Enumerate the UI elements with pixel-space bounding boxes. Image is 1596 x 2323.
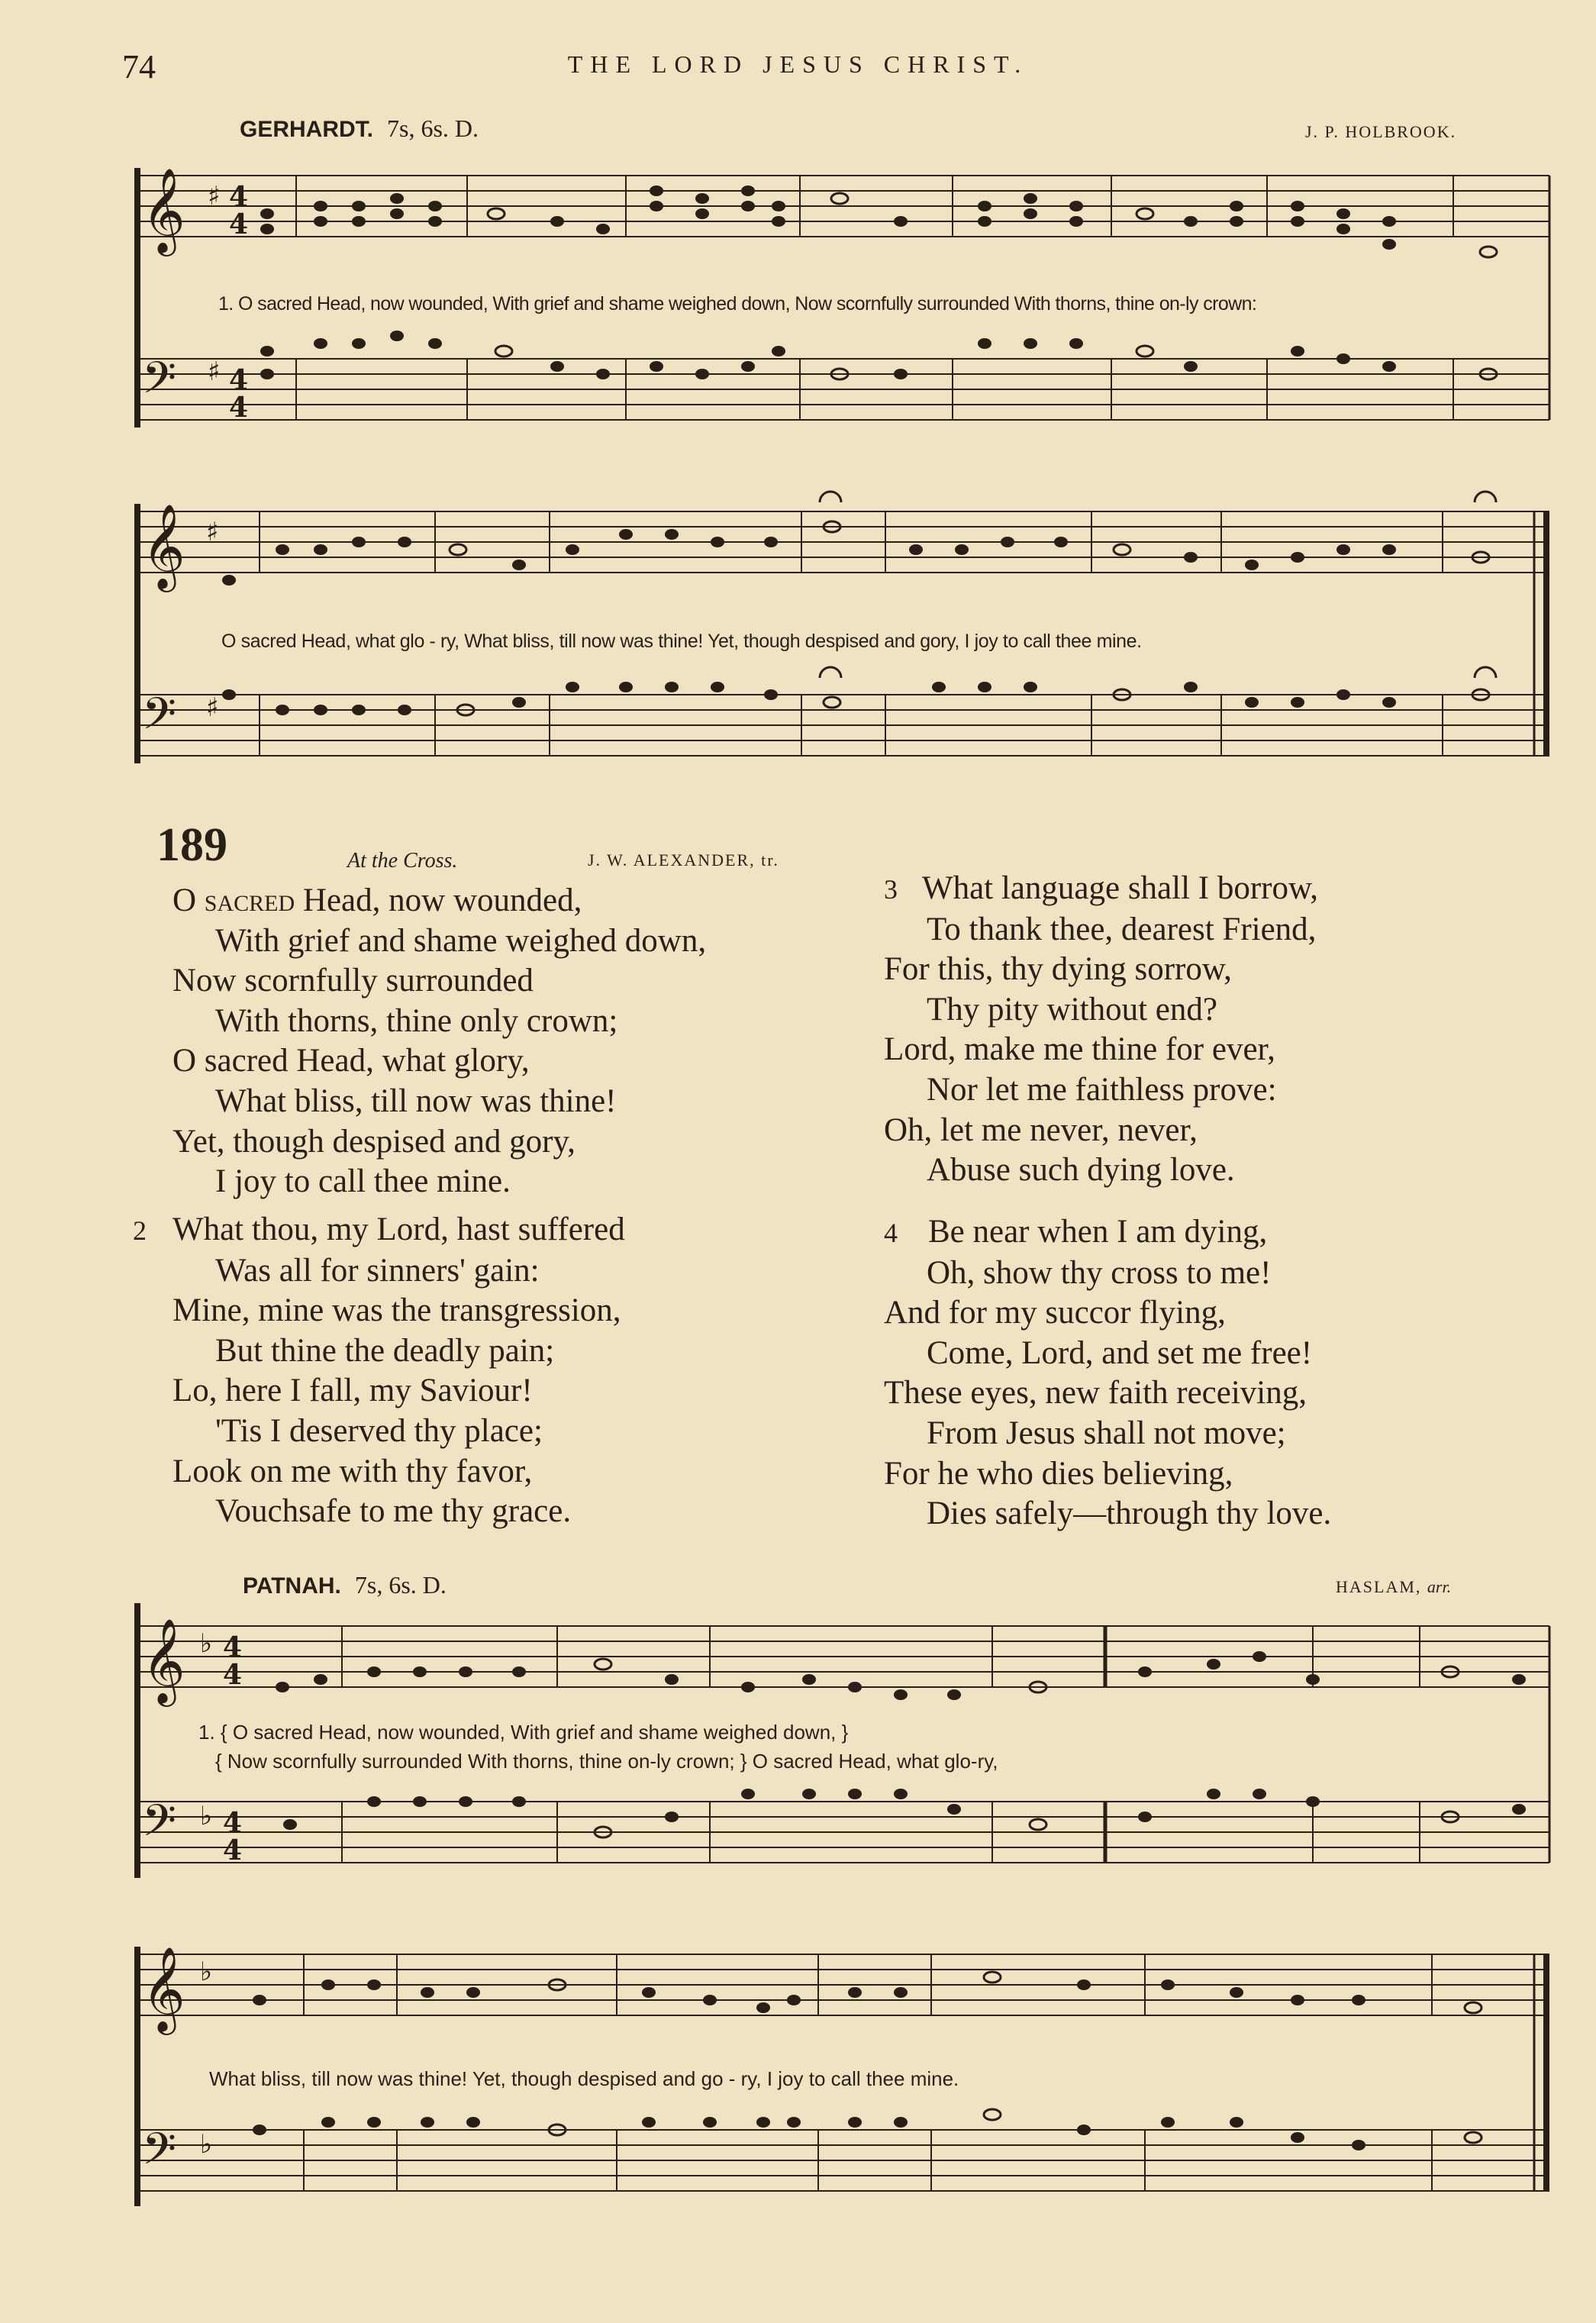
svg-text:𝄞: 𝄞 [142, 1946, 185, 2031]
tune2-composer [1336, 1577, 1451, 1597]
svg-text:𝄢: 𝄢 [142, 1795, 177, 1857]
stanza-line: Was all for sinners' gain: [215, 1252, 540, 1289]
stanza-line: Mine, mine was the transgression, [172, 1292, 621, 1329]
svg-text:𝄢: 𝄢 [142, 2123, 177, 2186]
stanza-line-text: What language shall I borrow, [922, 870, 1319, 906]
tune2-meter: 7s, 6s. D. [354, 1571, 447, 1599]
stanza-line [172, 881, 706, 921]
stanza-line: Yet, though despised and gory, [172, 1123, 576, 1160]
stanza-line: Look on me with thy favor, [172, 1453, 533, 1489]
stanza-line: 'Tis I deserved thy place; [215, 1412, 543, 1449]
svg-text:♭: ♭ [200, 1957, 213, 1987]
tune1-lyric-line1: 1. O sacred Head, now wounded, With grief and shame weighed down, Now scornfully surrounded With thorns, thine on-ly crown: [218, 293, 1257, 315]
svg-text:𝄢: 𝄢 [142, 352, 177, 415]
tune2-lyric-line1b: { Now scornfully surrounded With thorns, thine on-ly crown; } O sacred Head, what glo-ry, [215, 1750, 998, 1773]
stanza-line: These eyes, new faith receiving, [884, 1375, 1307, 1412]
stanza-1 [172, 881, 706, 1202]
stanza-line: I joy to call thee mine. [215, 1163, 511, 1200]
tune2-lyric-line2: What bliss, till now was thine! Yet, though despised and go - ry, I joy to call thee mine. [209, 2067, 959, 2090]
stanza-line: Nor let me faithless prove: [927, 1071, 1277, 1108]
stanza-2 [133, 1210, 625, 1532]
svg-text:4: 4 [229, 208, 249, 240]
stanza-line: Dies safely—through thy love. [927, 1495, 1332, 1532]
stanza-line-text: Head, now wounded, [295, 882, 582, 918]
stanza-4 [884, 1212, 1331, 1534]
stanza-number: 3 [884, 874, 898, 905]
stanza-line: Vouchsafe to me thy grace. [215, 1493, 572, 1530]
stanza-line: Oh, show thy cross to me! [927, 1254, 1272, 1291]
stanza-line: For he who dies believing, [884, 1455, 1233, 1492]
svg-text:4: 4 [229, 392, 249, 424]
tune2-name: PATNAH. [243, 1573, 341, 1599]
svg-text:4: 4 [229, 181, 249, 213]
stanza-line: What bliss, till now was thine! [215, 1082, 617, 1119]
svg-text:♭: ♭ [200, 2129, 213, 2160]
svg-text:4: 4 [223, 1834, 243, 1866]
clefs [142, 1946, 212, 2186]
stanza-line: With grief and shame weighed down, [215, 922, 707, 959]
stanza-line: Lord, make me thine for ever, [884, 1031, 1275, 1068]
stanza-line: Abuse such dying love. [927, 1152, 1235, 1189]
stanza-number: 4 [884, 1218, 898, 1248]
hymn-number: 189 [156, 819, 227, 871]
stanza-line: Oh, let me never, never, [884, 1111, 1198, 1148]
page-number: 74 [122, 48, 156, 85]
hymn-author: J. W. ALEXANDER, tr. [588, 850, 779, 870]
stanza-line-text: Be near when I am dying, [928, 1214, 1268, 1250]
svg-text:♯: ♯ [206, 517, 219, 547]
tune2-composer-suffix: arr. [1427, 1577, 1452, 1596]
stanza-3 [884, 869, 1318, 1191]
bass-staff [137, 2130, 1549, 2191]
stanza-line: Now scornfully surrounded [172, 963, 534, 999]
svg-text:4: 4 [223, 1807, 243, 1839]
svg-text:𝄞: 𝄞 [142, 503, 185, 589]
svg-text:𝄢: 𝄢 [142, 688, 177, 750]
svg-text:𝄞: 𝄞 [142, 1618, 185, 1703]
stanza-line: Lo, here I fall, my Saviour! [172, 1373, 533, 1409]
hymn-title: At the Cross. [347, 849, 458, 873]
treble-staff [137, 511, 1549, 573]
stanza-line: Come, Lord, and set me free! [927, 1334, 1313, 1371]
stanza-line: And for my succor flying, [884, 1295, 1226, 1331]
notes [260, 186, 1497, 379]
svg-text:♭: ♭ [200, 1628, 213, 1659]
stanza-line: From Jesus shall not move; [927, 1415, 1286, 1451]
tune2-lyric-line1a: 1. { O sacred Head, now wounded, With grief and shame weighed down, } [198, 1721, 849, 1744]
stanza-line: With thorns, thine only crown; [215, 1002, 618, 1039]
tune1-composer: J. P. HOLBROOK. [1305, 122, 1457, 141]
svg-text:♯: ♯ [208, 181, 221, 211]
tune1-lyric-line2: O sacred Head, what glo - ry, What bliss, till now was thine! Yet, though despised and gory, I joy to call thee mine. [221, 631, 1142, 652]
svg-text:4: 4 [223, 1631, 243, 1663]
notes [253, 1972, 1482, 2150]
svg-text:♯: ♯ [206, 692, 219, 723]
stanza-line: For this, thy dying sorrow, [884, 951, 1232, 988]
svg-text:𝄞: 𝄞 [142, 167, 185, 253]
stanza-line: O sacred Head, what glory, [172, 1043, 530, 1079]
svg-text:4: 4 [223, 1659, 243, 1691]
running-title: THE LORD JESUS CHRIST. [567, 50, 1029, 78]
stanza-opening-words: O sacred [172, 882, 295, 918]
treble-staff [137, 1626, 1549, 1687]
stanza-line: But thine the deadly pain; [215, 1332, 555, 1369]
bass-staff [137, 1802, 1549, 1863]
tune1-meter: 7s, 6s. D. [387, 115, 479, 142]
clefs [142, 503, 218, 750]
notes [222, 521, 1489, 715]
tune2-composer-name: HASLAM, [1336, 1577, 1422, 1596]
stanza-line: To thank thee, dearest Friend, [927, 911, 1317, 947]
tune1-name: GERHARDT. [240, 117, 374, 142]
bass-staff [137, 695, 1549, 756]
svg-text:♯: ♯ [208, 357, 221, 387]
treble-staff [137, 1954, 1549, 2015]
stanza-line [884, 869, 1318, 910]
svg-text:4: 4 [229, 364, 249, 396]
stanza-line-text: What thou, my Lord, hast suffered [172, 1212, 625, 1247]
stanza-line: Thy pity without end? [927, 991, 1217, 1028]
svg-text:♭: ♭ [200, 1801, 213, 1831]
bass-staff [137, 359, 1549, 420]
notes [276, 1651, 1526, 1837]
stanza-number: 2 [133, 1215, 147, 1246]
tune1-heading [240, 115, 479, 143]
stanza-line [884, 1212, 1331, 1253]
stanza-line [133, 1210, 625, 1251]
